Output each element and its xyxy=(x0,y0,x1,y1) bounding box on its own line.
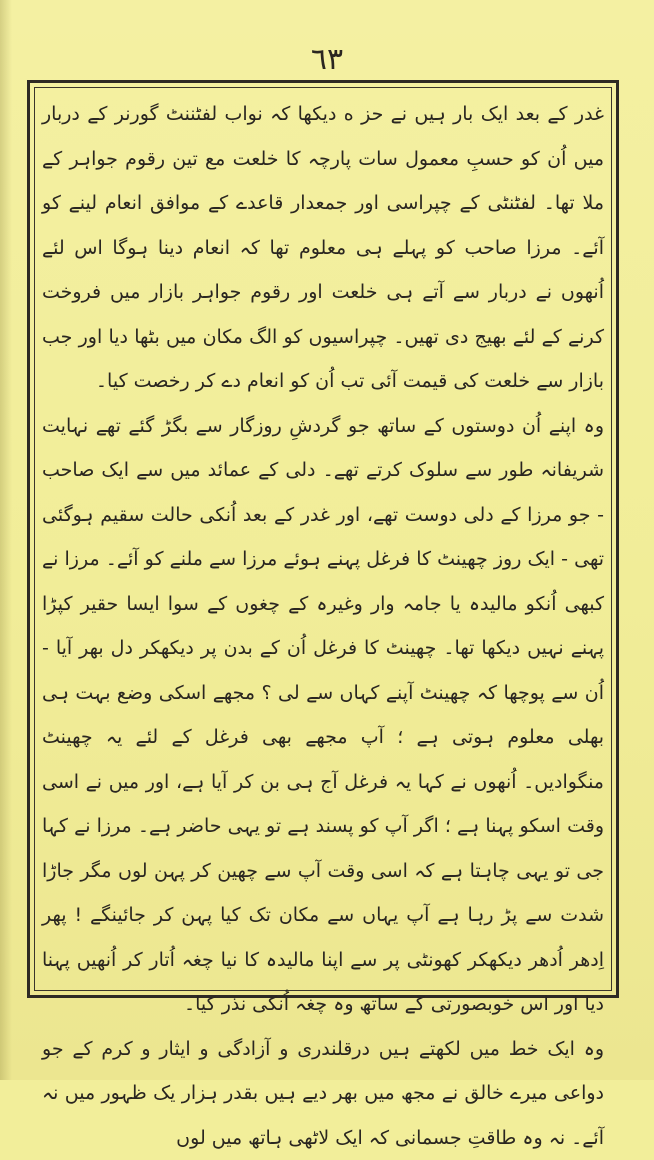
page-number: ٦٣ xyxy=(0,42,654,77)
paragraph-2: وہ اپنے اُن دوستوں کے ساتھ جو گردشِ روزگار سے بگڑ گئے تھے نہایت شریفانہ طور سے سلوک کرتے تھے۔ دلی کے عمائد میں سے ایک صاحب - جو مرزا کے دلی دوست تھے، اور غدر کے بعد اُنکی حالت سقیم ہوگئی تھی - ایک روز چھینٹ کا فرغل پہنے ہوئے مرزا سے ملنے کو آئے۔ مرزا نے کبھی اُنکو مالیدہ یا جامہ وار وغیرہ کے چغوں کے سوا ایسا حقیر کپڑا پہنے نہیں دیکھا تھا۔ چھینٹ کا فرغل اُن کے بدن پر دیکھکر دل بھر آیا - اُن سے پوچھا کہ چھینٹ آپنے کہاں سے لی ؟ مجھے اسکی وضع بہت ہی بھلی معلوم ہوتی ہے ؛ آپ مجھے بھی فرغل کے لئے یہ چھینٹ منگوادیں۔ اُنھوں نے کہا یہ فرغل آج ہی بن کر آیا ہے، اور میں نے اسی وقت اسکو پہنا ہے ؛ اگر آپ کو پسند ہے تو یہی حاضر ہے۔ مرزا نے کہا جی تو یہی چاہتا ہے کہ اسی وقت آپ سے چھین کر پہن لوں مگر جاڑا شدت سے پڑ رہا ہے آپ یہاں سے مکان تک کیا پہن کر جائینگے ! پھر اِدھر اُدھر دیکھکر کھونٹی پر سے اپنا مالیدہ کا نیا چغہ اُتار کر اُنھیں پہنا دیا اور اس خوبصورتی کے ساتھ وہ چغہ اُنکی نذر کیا۔ xyxy=(42,404,604,1027)
paragraph-3: وہ ایک خط میں لکھتے ہیں درقلندری و آزادگی و ایثار و کرم کے جو دواعی میرے خالق نے مجھ میں بھر دیے ہیں بقدر ہزار یک ظہور میں نہ آئے۔ نہ وہ طاقتِ جسمانی کہ ایک لاٹھی ہاتھ میں لوں xyxy=(42,1027,604,1160)
paragraph-1: غدر کے بعد ایک بار ہیں نے حز ه دیکھا کہ نواب لفٹننٹ گورنر کے دربار میں اُن کو حسبِ معمول سات پارچہ کا خلعت مع تین رقوم جواہر کے ملا تھا۔ لفٹنٹی کے چپراسی اور جمعدار قاعدے کے موافق انعام لینے کو آئے۔ مرزا صاحب کو پہلے ہی معلوم تھا کہ انعام دینا ہوگا اس لئے اُنھوں نے دربار سے آتے ہی خلعت اور رقوم جواہر بازار میں فروخت کرنے کے لئے بھیج دی تھیں۔ چپراسیوں کو الگ مکان میں بٹھا دیا اور جب بازار سے خلعت کی قیمت آئی تب اُن کو انعام دے کر رخصت کیا۔ xyxy=(42,92,604,404)
page-fold-shadow xyxy=(0,0,12,1080)
page-body-text xyxy=(42,92,604,988)
